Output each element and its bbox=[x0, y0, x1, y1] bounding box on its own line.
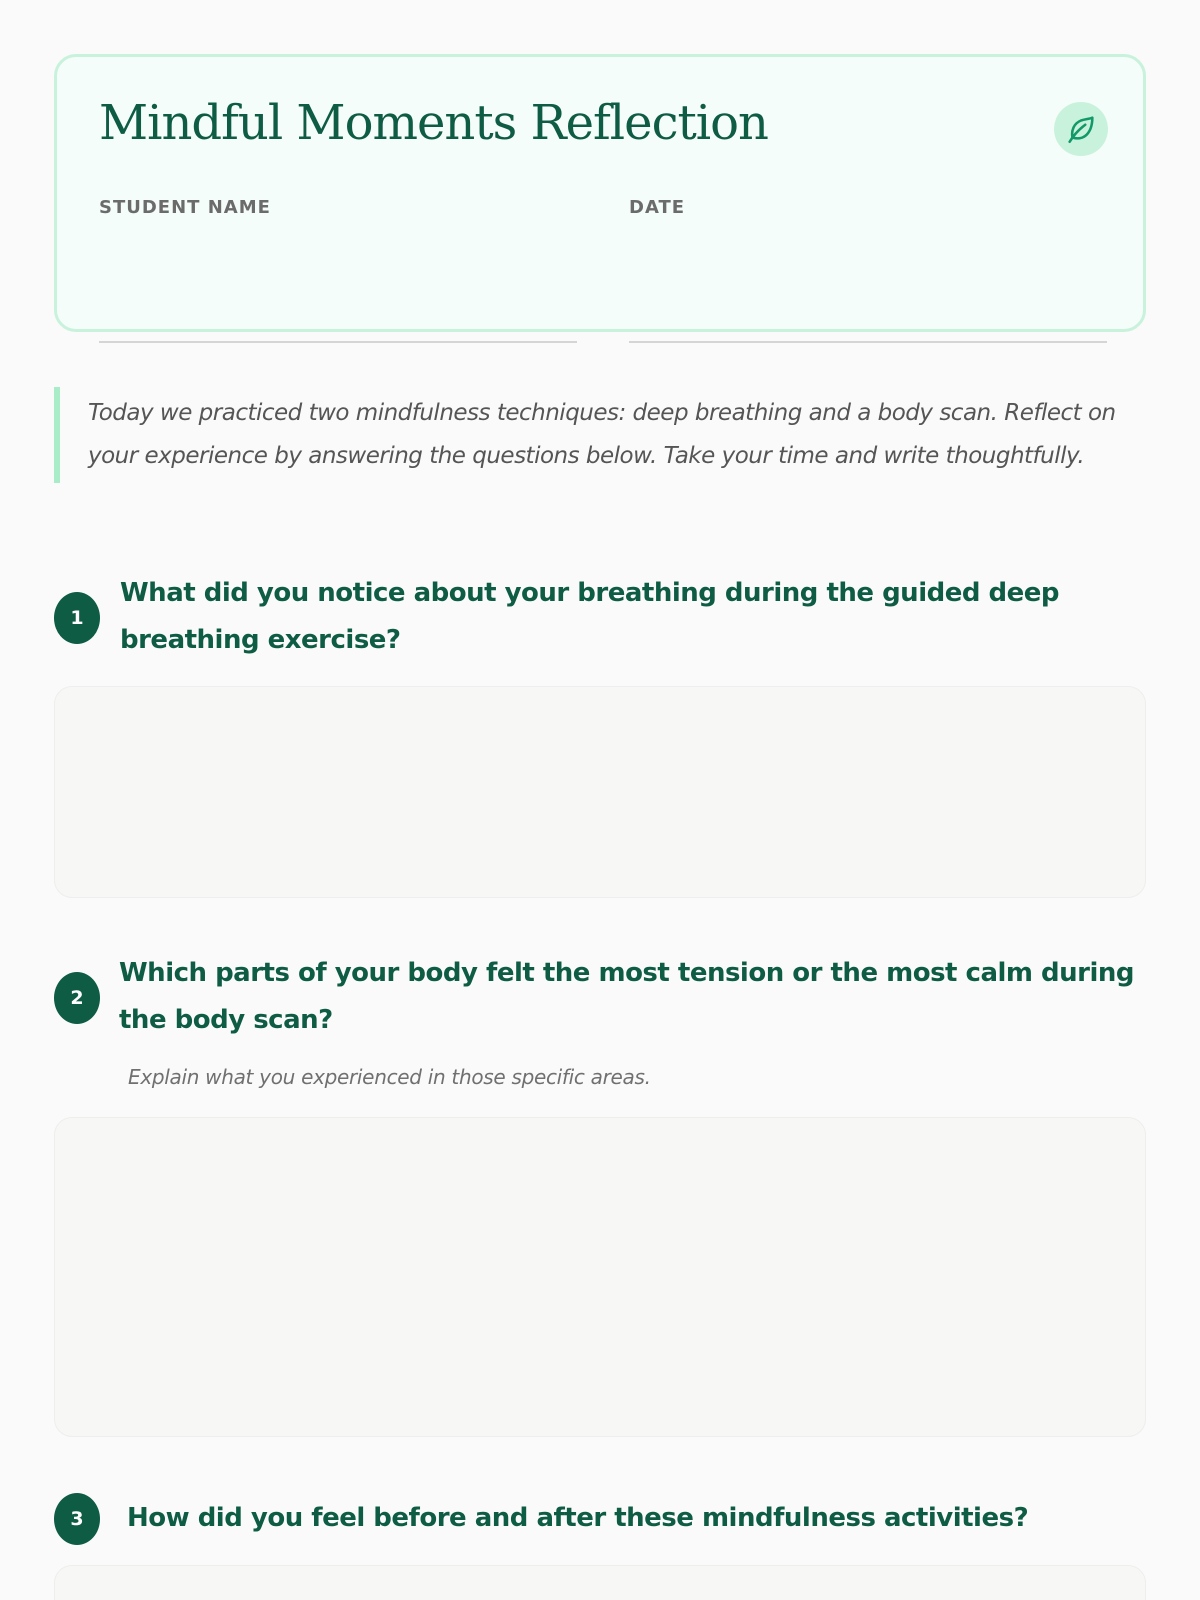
answer-box-2[interactable] bbox=[54, 1117, 1146, 1437]
question-text: Which parts of your body felt the most tension or the most calm during the body scan? bbox=[119, 958, 1135, 1035]
student-name-label: STUDENT NAME bbox=[99, 197, 271, 218]
student-name-line bbox=[99, 341, 577, 343]
intro-callout bbox=[54, 387, 1154, 483]
question-hint: Explain what you experienced in those specific areas. bbox=[128, 1065, 651, 1089]
student-name-field bbox=[99, 197, 577, 218]
date-line bbox=[629, 341, 1107, 343]
student-name-input[interactable] bbox=[99, 301, 577, 339]
question-text: How did you feel before and after these mindfulness activities? bbox=[127, 1503, 1029, 1533]
page-title: Mindful Moments Reflection bbox=[99, 95, 768, 151]
date-input[interactable] bbox=[629, 301, 1107, 339]
date-field bbox=[629, 197, 1107, 218]
question-number-badge: 1 bbox=[54, 592, 100, 644]
leaf-icon bbox=[1054, 102, 1108, 156]
answer-box-3[interactable] bbox=[54, 1565, 1146, 1600]
answer-box-1[interactable] bbox=[54, 686, 1146, 898]
question-text: What did you notice about your breathing during the guided deep breathing exercise? bbox=[120, 578, 1060, 655]
question-number-badge: 2 bbox=[54, 972, 100, 1024]
date-label: DATE bbox=[629, 197, 686, 218]
question-number-badge: 3 bbox=[54, 1493, 100, 1545]
header-card bbox=[54, 54, 1146, 332]
intro-text: Today we practiced two mindfulness techniques: deep breathing and a body scan. Reflect on your experience by answering the questions below. Take your time and write thoughtfully. bbox=[88, 400, 1116, 469]
